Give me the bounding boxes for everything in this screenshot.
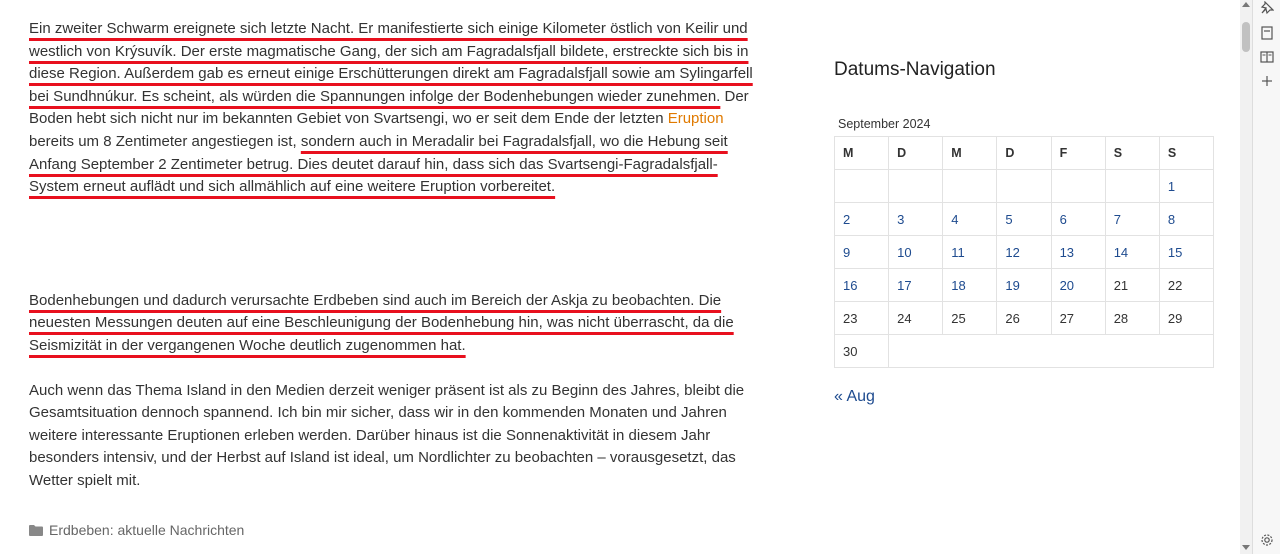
calendar-day: 27	[1051, 302, 1105, 335]
calendar-day-link[interactable]: 9	[843, 244, 851, 260]
widget-title: Datums-Navigation	[834, 59, 996, 80]
save-icon[interactable]	[1259, 25, 1275, 41]
calendar-day-link[interactable]: 5	[1005, 211, 1013, 227]
reader-icon[interactable]	[1259, 49, 1275, 65]
calendar-day-link[interactable]: 13	[1059, 244, 1075, 260]
calendar-day-link[interactable]: 11	[951, 244, 965, 260]
calendar-day[interactable]	[1105, 236, 1159, 269]
article-body	[29, 18, 761, 493]
paragraph-2	[29, 290, 761, 358]
calendar-day[interactable]	[1051, 269, 1105, 302]
calendar-day[interactable]	[997, 203, 1051, 236]
calendar-day-link[interactable]: 15	[1167, 244, 1183, 260]
calendar-day[interactable]	[1051, 236, 1105, 269]
calendar-day: 21	[1105, 269, 1159, 302]
calendar-day-link[interactable]: 2	[843, 211, 851, 227]
calendar-day[interactable]	[835, 236, 889, 269]
scroll-down-arrow-icon[interactable]	[1242, 545, 1250, 550]
calendar-day[interactable]	[943, 203, 997, 236]
underlined-passage: Bodenhebungen und dadurch verursachte Erdbeben sind auch im Bereich der Askja zu beobachten. Die neuesten Messungen deuten auf eine Beschleunigung der Bodenhebung hin, was nicht überrascht, da die Seismizität in der vergangenen Woche deutlich zugenommen hat.	[29, 291, 734, 354]
eruption-link[interactable]: Eruption	[667, 110, 724, 128]
underlined-passage: Ein zweiter Schwarm ereignete sich letzte Nacht. Er manifestierte sich einige Kilometer östlich von Keilir und westlich von Krýsuvík. Der erste magmatische Gang, der sich am Fagradalsfjall bildete, erstreckte sich bis in diese Region. Außerdem gab es erneut einige Erschütterungen direkt am Fagradalsfjall sowie am Sylingarfell bei Sundhnúkur. Es scheint, als würden die Spannungen infolge der Bodenhebungen wieder zunehmen.	[29, 20, 753, 105]
calendar-weekday: S	[1105, 137, 1159, 170]
calendar-day[interactable]	[889, 269, 943, 302]
calendar-day[interactable]	[889, 236, 943, 269]
calendar-day: 23	[835, 302, 889, 335]
settings-icon[interactable]	[1259, 532, 1275, 548]
calendar-day[interactable]	[1159, 170, 1213, 203]
calendar-day[interactable]	[835, 269, 889, 302]
add-icon[interactable]	[1259, 73, 1275, 89]
calendar-header-row	[835, 137, 1214, 170]
calendar-day-link[interactable]: 6	[1059, 211, 1067, 227]
calendar-day[interactable]	[835, 203, 889, 236]
calendar-empty-cell	[889, 335, 1214, 368]
calendar-day	[943, 170, 997, 203]
paragraph-3: Auch wenn das Thema Island in den Medien derzeit weniger präsent ist als zu Beginn des Jahres, bleibt die Gesamtsituation dennoch spannend. Ich bin mir sicher, dass wir in den kommenden Monaten und Jahren weitere interessante Eruptionen erleben werden. Darüber hinaus ist die Sonnenaktivität in diesem Jahr besonders intensiv, und der Herbst auf Island ist ideal, um Nordlichter zu beobachten – vorausgesetzt, das Wetter spielt mit.	[29, 381, 745, 489]
calendar-weekday: S	[1159, 137, 1213, 170]
calendar-weekday: M	[835, 137, 889, 170]
previous-month-link[interactable]: « Aug	[834, 388, 875, 405]
calendar-day[interactable]	[943, 236, 997, 269]
scroll-thumb[interactable]	[1242, 22, 1250, 52]
paragraph-text: Der Boden hebt sich nicht nur im bekannten Gebiet von Svartsengi, wo er seit dem Ende der letzten	[29, 87, 749, 128]
calendar-day	[997, 170, 1051, 203]
calendar-weekday: F	[1051, 137, 1105, 170]
calendar-day: 26	[997, 302, 1051, 335]
calendar-day	[835, 170, 889, 203]
calendar-day[interactable]	[943, 269, 997, 302]
calendar-day-link[interactable]: 1	[1167, 178, 1176, 194]
calendar-day[interactable]	[997, 236, 1051, 269]
folder-icon	[29, 525, 43, 536]
calendar-caption: September 2024	[838, 117, 931, 131]
calendar-day[interactable]	[997, 269, 1051, 302]
calendar-day-link[interactable]: 14	[1113, 244, 1129, 260]
calendar-day[interactable]	[1051, 203, 1105, 236]
underlined-passage: sondern auch in Meradalir bei Fagradalsfjall, wo die Hebung seit Anfang September 2 Zentimeter betrug. Dies deutet darauf hin, dass sich das Svartsengi-Fagradalsfjall-System erneut auflädt und sich allmählich auf eine weitere Eruption vorbereitet.	[29, 132, 728, 196]
calendar-week-row	[835, 170, 1214, 203]
calendar-body	[835, 170, 1214, 368]
post-category	[29, 522, 244, 538]
calendar-week-row	[835, 236, 1214, 269]
pin-icon[interactable]	[1259, 0, 1275, 16]
calendar-day-link[interactable]: 12	[1005, 244, 1020, 260]
calendar-day-link[interactable]: 7	[1113, 211, 1121, 227]
calendar-day: 30	[835, 335, 889, 368]
category-link[interactable]: Erdbeben: aktuelle Nachrichten	[49, 522, 245, 538]
calendar-day	[889, 170, 943, 203]
paragraph-text: bereits um 8 Zentimeter angestiegen ist,	[29, 132, 301, 150]
paragraph-1	[29, 18, 761, 199]
calendar-week-row	[835, 335, 1214, 368]
calendar-weekday: D	[997, 137, 1051, 170]
calendar-weekday: M	[943, 137, 997, 170]
calendar-week-row	[835, 269, 1214, 302]
calendar-day-link[interactable]: 18	[951, 277, 966, 293]
calendar-week-row	[835, 302, 1214, 335]
calendar-day-link[interactable]: 3	[897, 211, 905, 227]
calendar-day: 28	[1105, 302, 1159, 335]
calendar-day-link[interactable]: 16	[843, 277, 858, 293]
calendar-day: 29	[1159, 302, 1213, 335]
calendar-week-row	[835, 203, 1214, 236]
calendar-day	[1105, 170, 1159, 203]
sidebar	[834, 58, 1214, 406]
side-toolbar	[1252, 0, 1280, 554]
scroll-up-arrow-icon[interactable]	[1242, 2, 1250, 7]
calendar-day[interactable]	[1159, 203, 1213, 236]
calendar-day	[1051, 170, 1105, 203]
calendar-day-link[interactable]: 8	[1167, 211, 1176, 227]
calendar-table	[834, 136, 1214, 368]
calendar-day: 24	[889, 302, 943, 335]
calendar-day: 25	[943, 302, 997, 335]
calendar-day[interactable]	[1159, 236, 1213, 269]
calendar-day-link[interactable]: 17	[897, 277, 912, 293]
calendar-day-link[interactable]: 4	[951, 211, 959, 227]
calendar-day-link[interactable]: 10	[897, 244, 912, 260]
calendar-day: 22	[1159, 269, 1213, 302]
vertical-scrollbar[interactable]	[1240, 0, 1252, 554]
calendar-day-link[interactable]: 19	[1005, 277, 1020, 293]
calendar-day-link[interactable]: 20	[1059, 277, 1075, 293]
calendar-day[interactable]	[889, 203, 943, 236]
calendar-day[interactable]	[1105, 203, 1159, 236]
calendar-weekday: D	[889, 137, 943, 170]
